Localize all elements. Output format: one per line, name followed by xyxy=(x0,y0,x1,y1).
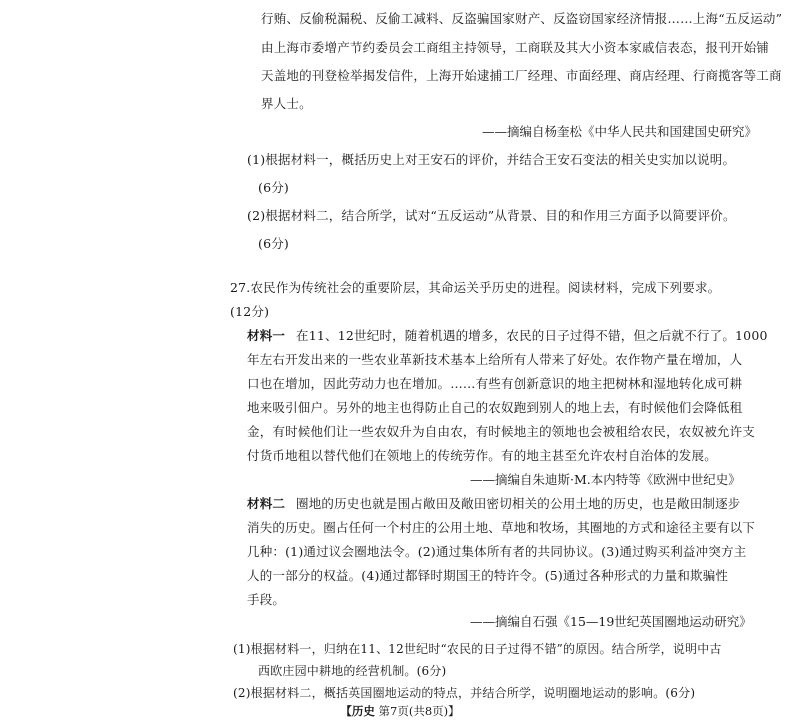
text-line: 行贿、反偷税漏税、反偷工减料、反盗骗国家财产、反盗窃国家经济情报……上海“五反运动” xyxy=(261,11,783,26)
text-line: 人的一部分的权益。(4)通过都铎时期国王的特许令。(5)通过各种形式的力量和欺骗性 xyxy=(247,568,729,583)
question-line: (1)根据材料一，概括历史上对王安石的评价，并结合王安石变法的相关史实加以说明。 xyxy=(247,152,736,167)
text-line: 几种：(1)通过议会圈地法令。(2)通过集体所有者的共同协议。(3)通过购买利益冲突方主 xyxy=(247,544,747,559)
question-line: (2)根据材料二，结合所学，试对“五反运动”从背景、目的和作用三方面予以简要评价。 xyxy=(247,208,736,223)
source-citation: ——摘编自朱迪斯·M.本内特等《欧洲中世纪史》 xyxy=(470,472,741,487)
footer-page-number: 第7页(共8页)】 xyxy=(378,704,460,718)
question-stem: 27.农民作为传统社会的重要阶层，其命运关乎历史的进程。阅读材料，完成下列要求。 xyxy=(230,280,721,295)
page-footer xyxy=(0,703,800,719)
question-line: (2)根据材料二，概括英国圈地运动的特点，并结合所学，说明圈地运动的影响。(6分) xyxy=(233,686,696,700)
question-score: (6分) xyxy=(258,180,290,195)
text-line: 手段。 xyxy=(247,592,286,607)
question-score: (6分) xyxy=(258,236,290,251)
text-line: 界人士。 xyxy=(261,96,312,111)
text-line: 口也在增加，因此劳动力也在增加。……有些有创新意识的地主把树林和湿地转化成可耕 xyxy=(247,376,743,391)
question-line: 西欧庄园中耕地的经营机制。(6分) xyxy=(258,664,447,678)
text-line: 消失的历史。圈占任何一个村庄的公用土地、草地和牧场，其圈地的方式和途径主要有以下 xyxy=(247,520,756,535)
material-label: 材料一 xyxy=(247,328,286,343)
footer-subject: 【历史 xyxy=(340,704,375,718)
text-line: 在11、12世纪时，随着机遇的增多，农民的日子过得不错，但之后就不行了。1000 xyxy=(296,328,768,343)
text-line: 付货币地租以替代他们在领地上的传统劳作。有的地主甚至允许农村自治体的发展。 xyxy=(247,448,717,463)
text-line: 年左右开发出来的一些农业革新技术基本上给所有人带来了好处。农作物产量在增加，人 xyxy=(247,352,743,367)
text-line: 地来吸引佃户。另外的地主也得防止自己的农奴跑到别人的地上去，有时候他们会降低租 xyxy=(247,400,743,415)
source-citation: ——摘编自石强《15—19世纪英国圈地运动研究》 xyxy=(470,614,752,629)
material-label: 材料二 xyxy=(247,496,286,511)
question-score: (12分) xyxy=(230,304,270,319)
source-citation: ——摘编自杨奎松《中华人民共和国建国史研究》 xyxy=(482,124,758,139)
text-line: 由上海市委增产节约委员会工商组主持领导，工商联及其大小资本家戚信表态，报刊开始铺 xyxy=(261,40,770,55)
text-line: 圈地的历史也就是围占敞田及敞田密切相关的公用土地的历史，也是敞田制逐步 xyxy=(296,496,741,511)
question-line: (1)根据材料一，归纳在11、12世纪时“农民的日子过得不错”的原因。结合所学，说明中古 xyxy=(233,642,722,656)
text-line: 金，有时候他们让一些农奴升为自由农，有时候地主的领地也会被租给农民，农奴被允许支 xyxy=(247,424,756,439)
text-line: 天盖地的刊登检举揭发信件，上海开始逮捕工厂经理、市面经理、商店经理、行商揽客等工商 xyxy=(261,68,782,83)
